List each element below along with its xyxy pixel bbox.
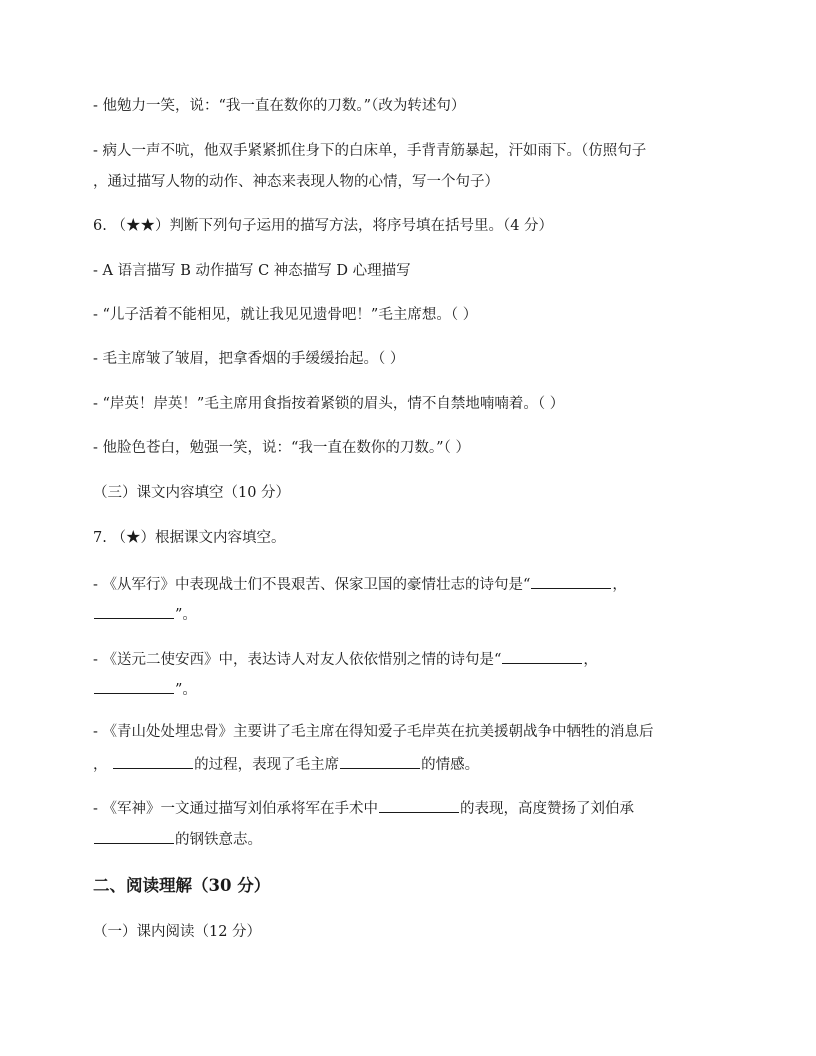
question-6-options: - A 语言描写 B 动作描写 C 神态描写 D 心理描写	[93, 263, 411, 279]
item-text: - 《军神》一文通过描写刘伯承将军在手术中	[93, 801, 379, 817]
question-7-item-1	[93, 573, 627, 595]
section-1-title: （一）课内阅读（12 分）	[93, 924, 262, 940]
answer-blank[interactable]	[94, 828, 174, 844]
question-7-item-1-cont	[93, 603, 197, 625]
answer-blank[interactable]	[502, 648, 582, 664]
question-7-item-4-cont	[93, 828, 262, 850]
item-text: ”。	[175, 607, 197, 623]
item-text: ，	[93, 757, 108, 773]
question-7-item-3-cont	[93, 753, 479, 775]
part-2-heading: 二、阅读理解（30 分）	[93, 876, 271, 895]
question-7-title: 7. （★）根据课文内容填空。	[93, 530, 286, 546]
answer-blank[interactable]	[94, 603, 174, 619]
item-text: 的钢铁意志。	[175, 832, 262, 848]
answer-blank[interactable]	[340, 753, 420, 769]
item-text: 的情感。	[421, 757, 480, 773]
exercise-line-imitation: - 病人一声不吭，他双手紧紧抓住身下的白床单，手背青筋暴起，汗如雨下。（仿照句子	[93, 143, 647, 159]
item-text: 的过程，表现了毛主席	[194, 757, 340, 773]
question-6-title: 6. （★★）判断下列句子运用的描写方法，将序号填在括号里。（4 分）	[93, 218, 554, 234]
exercise-line-reported-speech: - 他勉力一笑，说：“我一直在数你的刀数。”（改为转述句）	[93, 98, 466, 114]
item-text: 的表现，高度赞扬了刘伯承	[460, 801, 635, 817]
question-6-item-1: - “儿子活着不能相见，就让我见见遗骨吧！”毛主席想。（ ）	[93, 307, 478, 323]
answer-blank[interactable]	[94, 678, 174, 694]
answer-blank[interactable]	[531, 573, 611, 589]
question-7-item-2-cont	[93, 678, 197, 700]
question-6-item-4: - 他脸色苍白，勉强一笑，说：“我一直在数你的刀数。”（ ）	[93, 440, 470, 456]
answer-blank[interactable]	[379, 797, 459, 813]
question-6-item-2: - 毛主席皱了皱眉，把拿香烟的手缓缓抬起。（ ）	[93, 351, 405, 367]
section-3-title: （三）课文内容填空（10 分）	[93, 485, 291, 501]
item-text: ，	[612, 577, 627, 593]
exercise-line-imitation-cont: ，通过描写人物的动作、神态来表现人物的心情，写一个句子）	[93, 174, 499, 190]
answer-blank[interactable]	[113, 753, 193, 769]
item-text: ”。	[175, 682, 197, 698]
question-7-item-4	[93, 797, 634, 819]
question-7-item-2	[93, 648, 598, 670]
question-7-item-3: - 《青山处处埋忠骨》主要讲了毛主席在得知爱子毛岸英在抗美援朝战争中牺牲的消息后	[93, 724, 654, 740]
item-text: - 《送元二使安西》中，表达诗人对友人依依惜别之情的诗句是“	[93, 652, 502, 668]
question-6-item-3: - “岸英！岸英！”毛主席用食指按着紧锁的眉头，情不自禁地喃喃着。（ ）	[93, 396, 565, 412]
item-text: ，	[583, 652, 598, 668]
item-text: - 《从军行》中表现战士们不畏艰苦、保家卫国的豪情壮志的诗句是“	[93, 577, 531, 593]
